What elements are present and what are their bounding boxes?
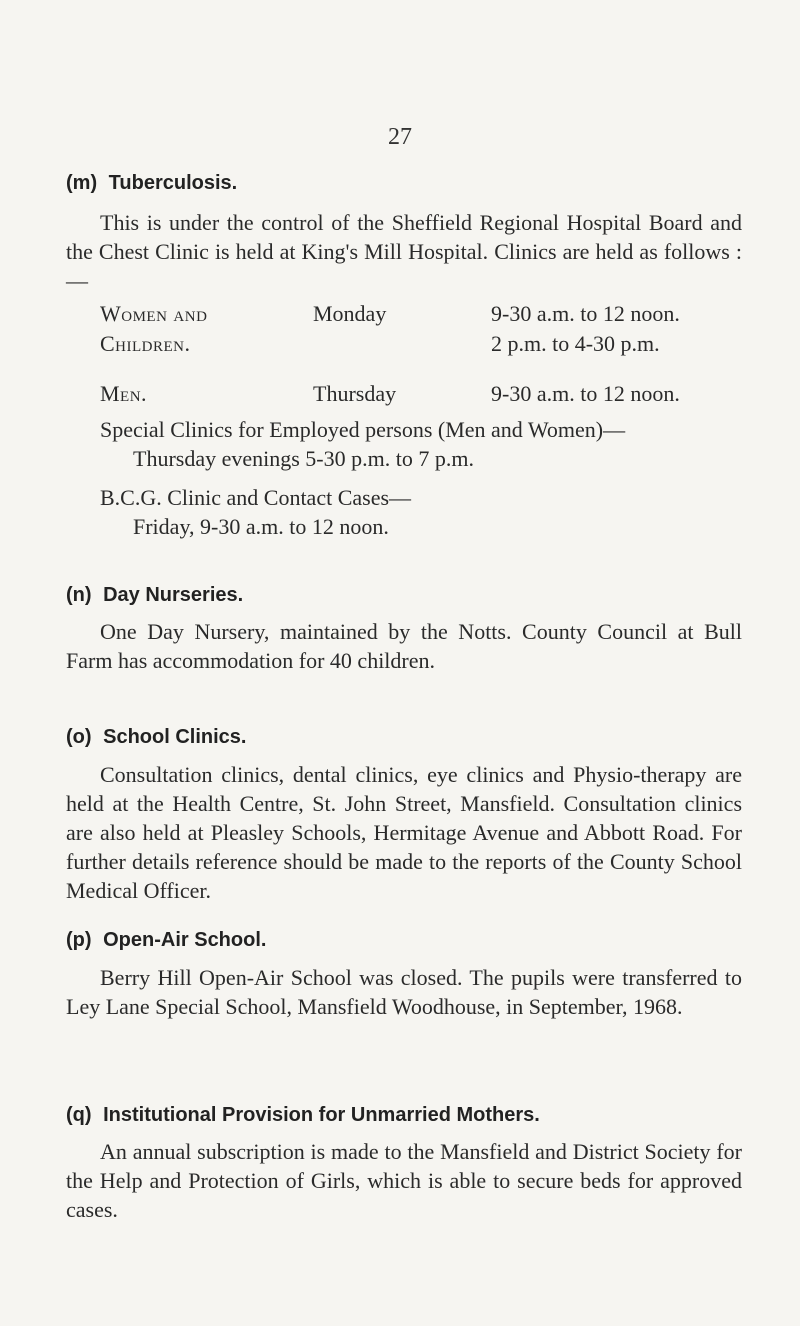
schedule-women-label-2: Children. xyxy=(100,331,191,356)
bcg-clinic-title: B.C.G. Clinic and Contact Cases— xyxy=(100,485,412,510)
page-number: 27 xyxy=(388,124,412,150)
bcg-clinic-detail: Friday, 9-30 a.m. to 12 noon. xyxy=(133,514,389,539)
special-clinics-detail: Thursday evenings 5-30 p.m. to 7 p.m. xyxy=(133,446,474,471)
schedule-women-time-1: 9-30 a.m. to 12 noon. xyxy=(491,301,680,326)
section-title: Open-Air School. xyxy=(103,929,267,951)
open-air-school-text: Berry Hill Open-Air School was closed. The pupils were transferred to Ley Lane Special School, Mansfield Woodhouse, in September, 1968. xyxy=(66,965,742,1019)
section-title: Institutional Provision for Unmarried Mothers. xyxy=(103,1104,540,1126)
unmarried-mothers-text: An annual subscription is made to the Mansfield and District Society for the Help and Protection of Girls, which is able to secure beds for approved cases. xyxy=(66,1139,742,1222)
special-clinics-title: Special Clinics for Employed persons (Men and Women)— xyxy=(100,417,626,442)
schedule-men-time: 9-30 a.m. to 12 noon. xyxy=(491,381,680,406)
section-letter: (o) xyxy=(66,726,92,748)
tuberculosis-intro: This is under the control of the Sheffield Regional Hospital Board and the Chest Clinic is held at King's Mill Hospital. Clinics are held as follows :— xyxy=(66,210,742,293)
section-heading-school-clinics xyxy=(66,726,246,749)
section-heading-unmarried-mothers xyxy=(66,1104,540,1127)
schedule-women-time-2: 2 p.m. to 4-30 p.m. xyxy=(491,331,660,356)
section-heading-open-air-school xyxy=(66,929,266,952)
schedule-men-label: Men. xyxy=(100,381,148,406)
section-title: Day Nurseries. xyxy=(103,584,244,606)
section-letter: (p) xyxy=(66,929,92,951)
section-title: School Clinics. xyxy=(103,726,247,748)
section-title: Tuberculosis. xyxy=(108,172,238,194)
section-letter: (q) xyxy=(66,1104,92,1126)
schedule-men-day: Thursday xyxy=(313,381,397,406)
schedule-women-label-1: Women and xyxy=(100,301,208,326)
school-clinics-text: Consultation clinics, dental clinics, eye clinics and Physio-therapy are held at the Health Centre, St. John Street, Mansfield. Consultation clinics are also held at Pleasley Schools, Hermitage Avenue and Abbott Road. For further details reference should be made to the reports of the County School Medical Officer. xyxy=(66,762,742,903)
section-heading-day-nurseries xyxy=(66,584,243,607)
day-nurseries-text: One Day Nursery, maintained by the Notts. County Council at Bull Farm has accommodation for 40 children. xyxy=(66,619,742,673)
schedule-women-day: Monday xyxy=(313,301,387,326)
section-letter: (m) xyxy=(66,172,98,194)
section-heading-tuberculosis xyxy=(66,172,237,195)
section-letter: (n) xyxy=(66,584,92,606)
